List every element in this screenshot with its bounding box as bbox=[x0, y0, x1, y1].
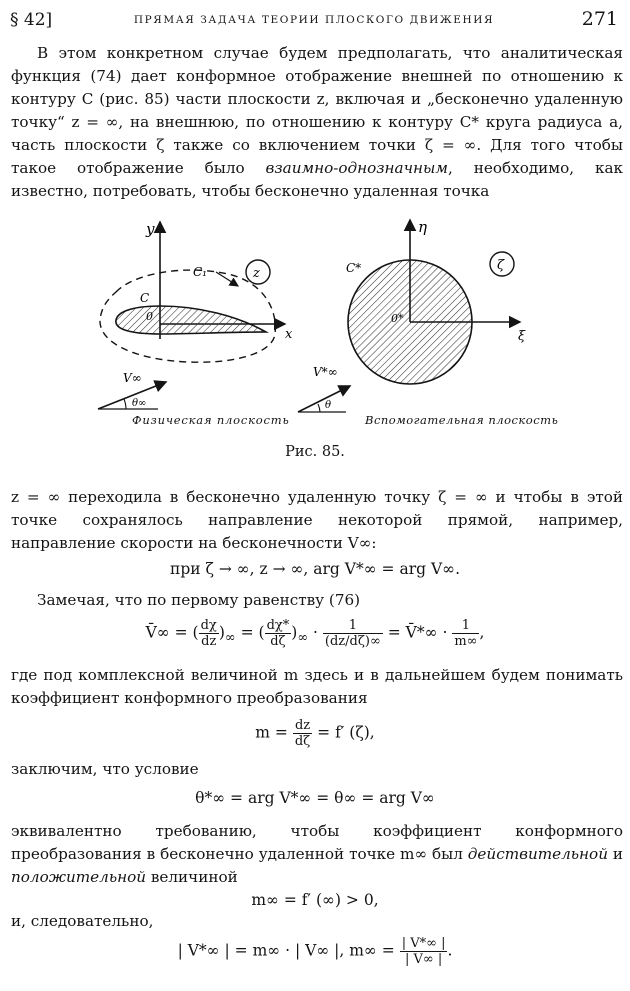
label-xi: ξ bbox=[518, 329, 526, 344]
equation-modulus: | V*∞ | = m∞ · | V∞ |, m∞ = $\frac{| V*\infty |}{| V\infty |}$ . bbox=[177, 936, 453, 967]
caption-physical-plane: Физическая плоскость bbox=[132, 413, 290, 427]
equation-m-inf: m∞ = f′ (∞) > 0, bbox=[251, 891, 379, 909]
label-y: y bbox=[146, 220, 155, 238]
label-theta-inf: θ∞ bbox=[132, 398, 147, 409]
auxiliary-plane-diagram bbox=[346, 218, 526, 384]
equation-arg: при ζ → ∞, z → ∞, arg V*∞ = arg V∞. bbox=[169, 560, 461, 578]
equation-m: m = $\frac{dz}{d\zeta}$ = f′ (ζ), bbox=[255, 718, 375, 749]
label-v-star-inf: V*∞ bbox=[313, 365, 338, 379]
angle-arc-theta-inf bbox=[124, 399, 126, 409]
caption-auxiliary-plane: Вспомогательная плоскость bbox=[365, 413, 559, 427]
emphasis-positive: положительной bbox=[11, 868, 147, 886]
label-plane-zeta: ζ bbox=[497, 258, 505, 273]
label-eta: η bbox=[418, 218, 427, 236]
emphasis-real: действительной bbox=[467, 845, 608, 863]
running-title: ПРЯМАЯ ЗАДАЧА ТЕОРИИ ПЛОСКОГО ДВИЖЕНИЯ bbox=[133, 14, 495, 26]
equation-velocity: V̄∞ = ( $\frac{d\chi}{dz}$ )$_\infty$ = ( $\frac{d\chi*}{d\zeta}$ )$_\infty$ · $\frac{1}{(dz/d\zeta)\infty}$ = V̄*∞ · $\frac{1}{m\infty}$ , bbox=[145, 618, 485, 649]
text-conclude: заключим, что условие bbox=[11, 760, 199, 778]
paragraph-equivalent: эквивалентно требованию, чтобы коэффициент конформного преобразования в бесконечно удаленной точке m∞ был действительной и положительной величиной bbox=[11, 822, 624, 886]
label-plane-z: z bbox=[253, 266, 260, 281]
paragraph-intro: В этом конкретном случае будем предполагать, что аналитическая функция (74) дает конформное отображение внешней по отношению к контуру C (рис. 85) части плоскости z, включая и „бесконечно удаленную точку“ z = ∞, на внешнюю, по отношению к контуру C* круга радиуса a, часть плоскости ζ также со включением точки ζ = ∞. Для того чтобы такое отображение было взаимно-однозначным, необходимо, как известно, потребовать, чтобы бесконечно удаленная точка bbox=[11, 44, 623, 200]
page-number: 271 bbox=[581, 8, 618, 30]
physical-plane-diagram bbox=[98, 220, 293, 409]
label-c-star: C* bbox=[346, 261, 362, 275]
equation-theta: θ*∞ = arg V*∞ = θ∞ = arg V∞ bbox=[195, 789, 435, 807]
text-and-hence: и, следовательно, bbox=[11, 912, 154, 930]
label-v-inf: V∞ bbox=[123, 371, 142, 385]
figure-number: Рис. 85. bbox=[285, 444, 345, 460]
page-header bbox=[10, 8, 618, 32]
label-theta: θ bbox=[325, 400, 332, 411]
label-origin-star: 0* bbox=[391, 312, 404, 325]
paragraph-coefficient: где под комплексной величиной m здесь и в дальнейшем будем понимать коэффициент конформного преобразования bbox=[11, 666, 623, 707]
velocity-arrow-star bbox=[298, 386, 350, 412]
label-x: x bbox=[285, 327, 293, 342]
paragraph-mapping: z = ∞ переходила в бесконечно удаленную точку ζ = ∞ и чтобы в этой точке сохранялось направление некоторой прямой, например, направление скорости на бесконечности V∞: bbox=[11, 488, 623, 552]
emphasis-bijective: взаимно-однозначным bbox=[265, 159, 449, 177]
label-origin: 0 bbox=[146, 310, 153, 323]
text-remark: Замечая, что по первому равенству (76) bbox=[37, 591, 361, 609]
label-contour-c: C bbox=[140, 291, 150, 305]
section-number: § 42] bbox=[10, 10, 53, 30]
airfoil-contour-c bbox=[116, 306, 266, 334]
auxiliary-velocity-diagram bbox=[298, 365, 350, 412]
label-curve-c1: C₁ bbox=[193, 265, 207, 279]
angle-arc-theta bbox=[318, 404, 320, 412]
dashed-arrow-c1 bbox=[216, 272, 238, 286]
figure-85 bbox=[88, 214, 558, 440]
